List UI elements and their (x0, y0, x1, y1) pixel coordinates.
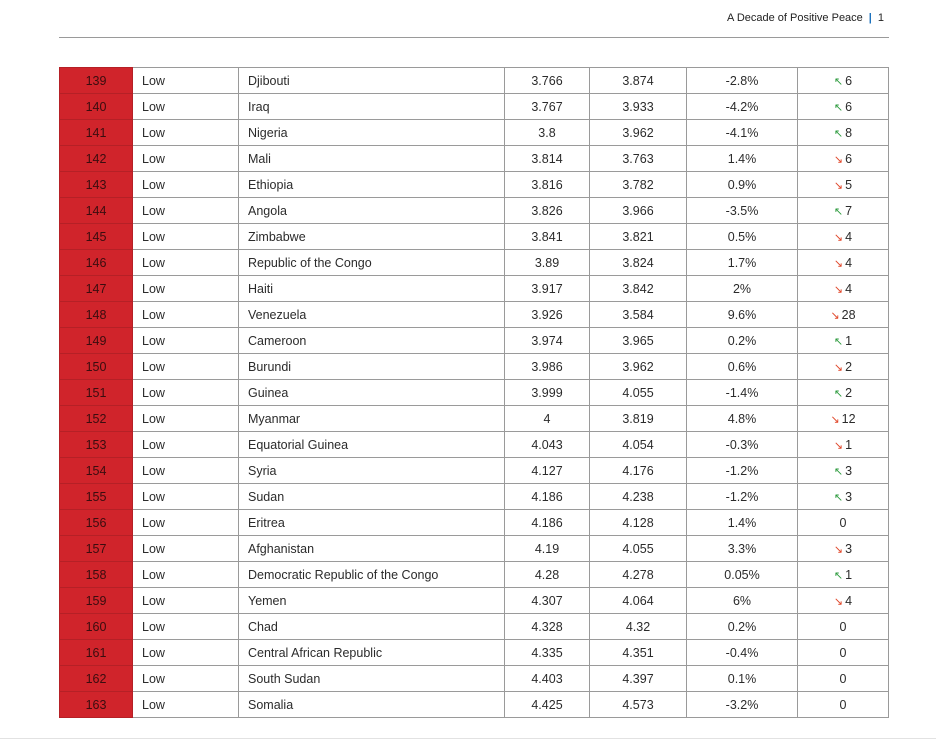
country-cell: Equatorial Guinea (239, 432, 505, 458)
rank-cell: 139 (60, 68, 133, 94)
rank-change-cell (798, 692, 889, 718)
rank-change-cell (798, 562, 889, 588)
percent-change-cell: -0.3% (687, 432, 798, 458)
arrow-down-right-icon: ↘ (833, 283, 844, 296)
score-current-cell: 3.8 (505, 120, 590, 146)
rank-change-value: 5 (845, 177, 853, 192)
rank-change-cell (798, 198, 889, 224)
arrow-down-right-icon: ↘ (833, 361, 844, 374)
level-cell: Low (133, 328, 239, 354)
rank-cell: 146 (60, 250, 133, 276)
rank-change-cell (798, 172, 889, 198)
level-cell: Low (133, 536, 239, 562)
rank-change-cell (798, 510, 889, 536)
score-previous-cell: 4.054 (590, 432, 687, 458)
score-previous-cell: 3.962 (590, 120, 687, 146)
rank-change-cell (798, 458, 889, 484)
level-cell: Low (133, 68, 239, 94)
score-current-cell: 3.917 (505, 276, 590, 302)
country-cell: Yemen (239, 588, 505, 614)
table-row (60, 640, 889, 666)
percent-change-cell: -2.8% (687, 68, 798, 94)
table-row (60, 328, 889, 354)
country-cell: Central African Republic (239, 640, 505, 666)
score-current-cell: 4.425 (505, 692, 590, 718)
level-cell: Low (133, 302, 239, 328)
level-cell: Low (133, 432, 239, 458)
country-cell: Angola (239, 198, 505, 224)
country-cell: Cameroon (239, 328, 505, 354)
percent-change-cell: -4.1% (687, 120, 798, 146)
rank-cell: 149 (60, 328, 133, 354)
table-row (60, 510, 889, 536)
score-previous-cell: 4.055 (590, 380, 687, 406)
table-row (60, 458, 889, 484)
country-cell: Djibouti (239, 68, 505, 94)
level-cell: Low (133, 406, 239, 432)
score-previous-cell: 3.763 (590, 146, 687, 172)
rank-cell: 157 (60, 536, 133, 562)
arrow-up-left-icon: ↖ (833, 335, 844, 348)
level-cell: Low (133, 276, 239, 302)
rank-change-value: 2 (845, 385, 853, 400)
rank-cell: 162 (60, 666, 133, 692)
table-row (60, 484, 889, 510)
score-previous-cell: 3.842 (590, 276, 687, 302)
country-cell: Myanmar (239, 406, 505, 432)
score-previous-cell: 4.176 (590, 458, 687, 484)
rank-cell: 145 (60, 224, 133, 250)
page-header (727, 12, 884, 24)
rank-cell: 147 (60, 276, 133, 302)
percent-change-cell: 4.8% (687, 406, 798, 432)
rank-cell: 156 (60, 510, 133, 536)
country-cell: Eritrea (239, 510, 505, 536)
rank-cell: 143 (60, 172, 133, 198)
percent-change-cell: 1.7% (687, 250, 798, 276)
arrow-down-right-icon: ↘ (833, 439, 844, 452)
country-cell: Ethiopia (239, 172, 505, 198)
rank-change-value: 8 (845, 125, 853, 140)
rank-change-cell (798, 302, 889, 328)
header-separator: | (868, 12, 872, 24)
level-cell: Low (133, 458, 239, 484)
level-cell: Low (133, 510, 239, 536)
score-current-cell: 4.186 (505, 484, 590, 510)
rank-change-cell (798, 380, 889, 406)
rank-change-cell (798, 250, 889, 276)
country-cell: Venezuela (239, 302, 505, 328)
rank-change-value: 4 (845, 593, 853, 608)
rank-change-value: 4 (845, 281, 853, 296)
table-row (60, 666, 889, 692)
percent-change-cell: -3.2% (687, 692, 798, 718)
rank-cell: 159 (60, 588, 133, 614)
score-current-cell: 4.403 (505, 666, 590, 692)
rank-change-cell (798, 224, 889, 250)
level-cell: Low (133, 484, 239, 510)
percent-change-cell: 0.05% (687, 562, 798, 588)
arrow-up-left-icon: ↖ (833, 491, 844, 504)
score-current-cell: 4.127 (505, 458, 590, 484)
table-row (60, 614, 889, 640)
level-cell: Low (133, 380, 239, 406)
score-current-cell: 3.841 (505, 224, 590, 250)
score-previous-cell: 3.965 (590, 328, 687, 354)
rankings-table (59, 67, 889, 718)
level-cell: Low (133, 146, 239, 172)
score-previous-cell: 4.128 (590, 510, 687, 536)
arrow-up-left-icon: ↖ (833, 387, 844, 400)
arrow-down-right-icon: ↘ (830, 309, 840, 322)
rank-cell: 142 (60, 146, 133, 172)
score-previous-cell: 4.238 (590, 484, 687, 510)
rank-change-cell (798, 68, 889, 94)
rank-change-value: 6 (845, 73, 853, 88)
rank-cell: 152 (60, 406, 133, 432)
percent-change-cell: -0.4% (687, 640, 798, 666)
table-row (60, 250, 889, 276)
score-current-cell: 4.328 (505, 614, 590, 640)
score-current-cell: 3.766 (505, 68, 590, 94)
level-cell: Low (133, 666, 239, 692)
country-cell: Republic of the Congo (239, 250, 505, 276)
rank-change-cell (798, 146, 889, 172)
country-cell: Burundi (239, 354, 505, 380)
country-cell: Sudan (239, 484, 505, 510)
country-cell: Zimbabwe (239, 224, 505, 250)
percent-change-cell: -1.2% (687, 484, 798, 510)
rank-change-value: 0 (839, 515, 847, 530)
country-cell: Guinea (239, 380, 505, 406)
level-cell: Low (133, 224, 239, 250)
rank-change-value: 0 (839, 697, 847, 712)
level-cell: Low (133, 94, 239, 120)
rank-cell: 154 (60, 458, 133, 484)
percent-change-cell: 1.4% (687, 146, 798, 172)
level-cell: Low (133, 172, 239, 198)
table-row (60, 276, 889, 302)
score-current-cell: 3.926 (505, 302, 590, 328)
rank-change-value: 1 (845, 437, 853, 452)
score-current-cell: 3.974 (505, 328, 590, 354)
rank-change-value: 6 (845, 151, 853, 166)
arrow-up-left-icon: ↖ (833, 101, 844, 114)
arrow-down-right-icon: ↘ (833, 179, 844, 192)
rank-change-value: 1 (845, 567, 853, 582)
rank-change-value: 1 (845, 333, 853, 348)
percent-change-cell: 0.2% (687, 614, 798, 640)
score-previous-cell: 4.397 (590, 666, 687, 692)
rank-change-value: 2 (845, 359, 853, 374)
level-cell: Low (133, 614, 239, 640)
rank-change-cell (798, 120, 889, 146)
table-row (60, 432, 889, 458)
rank-cell: 148 (60, 302, 133, 328)
rank-change-value: 6 (845, 99, 853, 114)
score-previous-cell: 3.819 (590, 406, 687, 432)
score-current-cell: 4.19 (505, 536, 590, 562)
score-previous-cell: 4.32 (590, 614, 687, 640)
table-row (60, 146, 889, 172)
rank-change-value: 0 (839, 645, 847, 660)
rank-cell: 141 (60, 120, 133, 146)
rank-change-value: 28 (841, 307, 856, 322)
rank-change-value: 12 (841, 411, 856, 426)
score-current-cell: 3.814 (505, 146, 590, 172)
country-cell: Iraq (239, 94, 505, 120)
table-row (60, 406, 889, 432)
arrow-down-right-icon: ↘ (833, 595, 844, 608)
score-current-cell: 4.186 (505, 510, 590, 536)
rank-change-cell (798, 640, 889, 666)
arrow-down-right-icon: ↘ (833, 543, 844, 556)
score-previous-cell: 3.824 (590, 250, 687, 276)
percent-change-cell: 0.5% (687, 224, 798, 250)
page-number: 1 (877, 12, 884, 24)
percent-change-cell: -1.4% (687, 380, 798, 406)
percent-change-cell: 0.6% (687, 354, 798, 380)
level-cell: Low (133, 588, 239, 614)
rank-change-cell (798, 94, 889, 120)
score-current-cell: 4.335 (505, 640, 590, 666)
table-row (60, 562, 889, 588)
percent-change-cell: 3.3% (687, 536, 798, 562)
percent-change-cell: -3.5% (687, 198, 798, 224)
rank-cell: 153 (60, 432, 133, 458)
rank-change-value: 4 (845, 255, 853, 270)
percent-change-cell: 6% (687, 588, 798, 614)
score-previous-cell: 4.351 (590, 640, 687, 666)
rank-change-cell (798, 406, 889, 432)
country-cell: Somalia (239, 692, 505, 718)
score-previous-cell: 4.064 (590, 588, 687, 614)
score-previous-cell: 3.962 (590, 354, 687, 380)
level-cell: Low (133, 692, 239, 718)
level-cell: Low (133, 640, 239, 666)
percent-change-cell: 1.4% (687, 510, 798, 536)
country-cell: Democratic Republic of the Congo (239, 562, 505, 588)
level-cell: Low (133, 562, 239, 588)
country-cell: South Sudan (239, 666, 505, 692)
rank-change-cell (798, 276, 889, 302)
rank-change-cell (798, 432, 889, 458)
percent-change-cell: 9.6% (687, 302, 798, 328)
percent-change-cell: 2% (687, 276, 798, 302)
percent-change-cell: 0.2% (687, 328, 798, 354)
arrow-down-right-icon: ↘ (833, 153, 844, 166)
rank-cell: 140 (60, 94, 133, 120)
rank-change-value: 3 (845, 489, 853, 504)
score-previous-cell: 3.874 (590, 68, 687, 94)
rank-change-value: 3 (845, 463, 853, 478)
table-row (60, 68, 889, 94)
table-row (60, 588, 889, 614)
score-current-cell: 3.816 (505, 172, 590, 198)
header-rule (59, 37, 889, 38)
score-current-cell: 4.307 (505, 588, 590, 614)
percent-change-cell: -1.2% (687, 458, 798, 484)
table-row (60, 198, 889, 224)
country-cell: Mali (239, 146, 505, 172)
score-current-cell: 3.999 (505, 380, 590, 406)
rankings-table-body (60, 68, 889, 718)
rank-change-cell (798, 614, 889, 640)
table-row (60, 172, 889, 198)
score-current-cell: 3.986 (505, 354, 590, 380)
rank-change-value: 7 (845, 203, 853, 218)
table-row (60, 302, 889, 328)
score-current-cell: 4.28 (505, 562, 590, 588)
country-cell: Chad (239, 614, 505, 640)
rank-cell: 144 (60, 198, 133, 224)
rank-change-cell (798, 536, 889, 562)
rank-change-cell (798, 354, 889, 380)
rank-change-value: 4 (845, 229, 853, 244)
table-row (60, 94, 889, 120)
rank-change-value: 3 (845, 541, 853, 556)
arrow-down-right-icon: ↘ (830, 413, 840, 426)
percent-change-cell: -4.2% (687, 94, 798, 120)
score-current-cell: 3.767 (505, 94, 590, 120)
score-previous-cell: 3.933 (590, 94, 687, 120)
level-cell: Low (133, 198, 239, 224)
arrow-down-right-icon: ↘ (833, 231, 844, 244)
arrow-up-left-icon: ↖ (833, 465, 844, 478)
arrow-up-left-icon: ↖ (833, 75, 844, 88)
country-cell: Syria (239, 458, 505, 484)
score-previous-cell: 4.278 (590, 562, 687, 588)
level-cell: Low (133, 250, 239, 276)
rank-change-value: 0 (839, 671, 847, 686)
rank-cell: 151 (60, 380, 133, 406)
table-row (60, 536, 889, 562)
arrow-up-left-icon: ↖ (833, 205, 844, 218)
rank-cell: 160 (60, 614, 133, 640)
score-current-cell: 3.89 (505, 250, 590, 276)
score-previous-cell: 4.573 (590, 692, 687, 718)
score-previous-cell: 3.782 (590, 172, 687, 198)
rank-change-cell (798, 484, 889, 510)
country-cell: Nigeria (239, 120, 505, 146)
country-cell: Afghanistan (239, 536, 505, 562)
table-row (60, 120, 889, 146)
level-cell: Low (133, 120, 239, 146)
table-row (60, 354, 889, 380)
rank-change-cell (798, 666, 889, 692)
score-previous-cell: 3.584 (590, 302, 687, 328)
score-previous-cell: 3.966 (590, 198, 687, 224)
level-cell: Low (133, 354, 239, 380)
rank-change-cell (798, 328, 889, 354)
table-row (60, 224, 889, 250)
document-title: A Decade of Positive Peace (727, 12, 863, 24)
arrow-up-left-icon: ↖ (833, 569, 844, 582)
score-previous-cell: 3.821 (590, 224, 687, 250)
percent-change-cell: 0.9% (687, 172, 798, 198)
score-current-cell: 3.826 (505, 198, 590, 224)
table-row (60, 380, 889, 406)
percent-change-cell: 0.1% (687, 666, 798, 692)
rank-cell: 163 (60, 692, 133, 718)
table-row (60, 692, 889, 718)
arrow-up-left-icon: ↖ (833, 127, 844, 140)
country-cell: Haiti (239, 276, 505, 302)
score-current-cell: 4.043 (505, 432, 590, 458)
rank-change-value: 0 (839, 619, 847, 634)
score-previous-cell: 4.055 (590, 536, 687, 562)
page-bottom-divider (0, 738, 936, 739)
arrow-down-right-icon: ↘ (833, 257, 844, 270)
rank-cell: 161 (60, 640, 133, 666)
rank-cell: 158 (60, 562, 133, 588)
score-current-cell: 4 (505, 406, 590, 432)
rank-change-cell (798, 588, 889, 614)
rank-cell: 155 (60, 484, 133, 510)
rank-cell: 150 (60, 354, 133, 380)
